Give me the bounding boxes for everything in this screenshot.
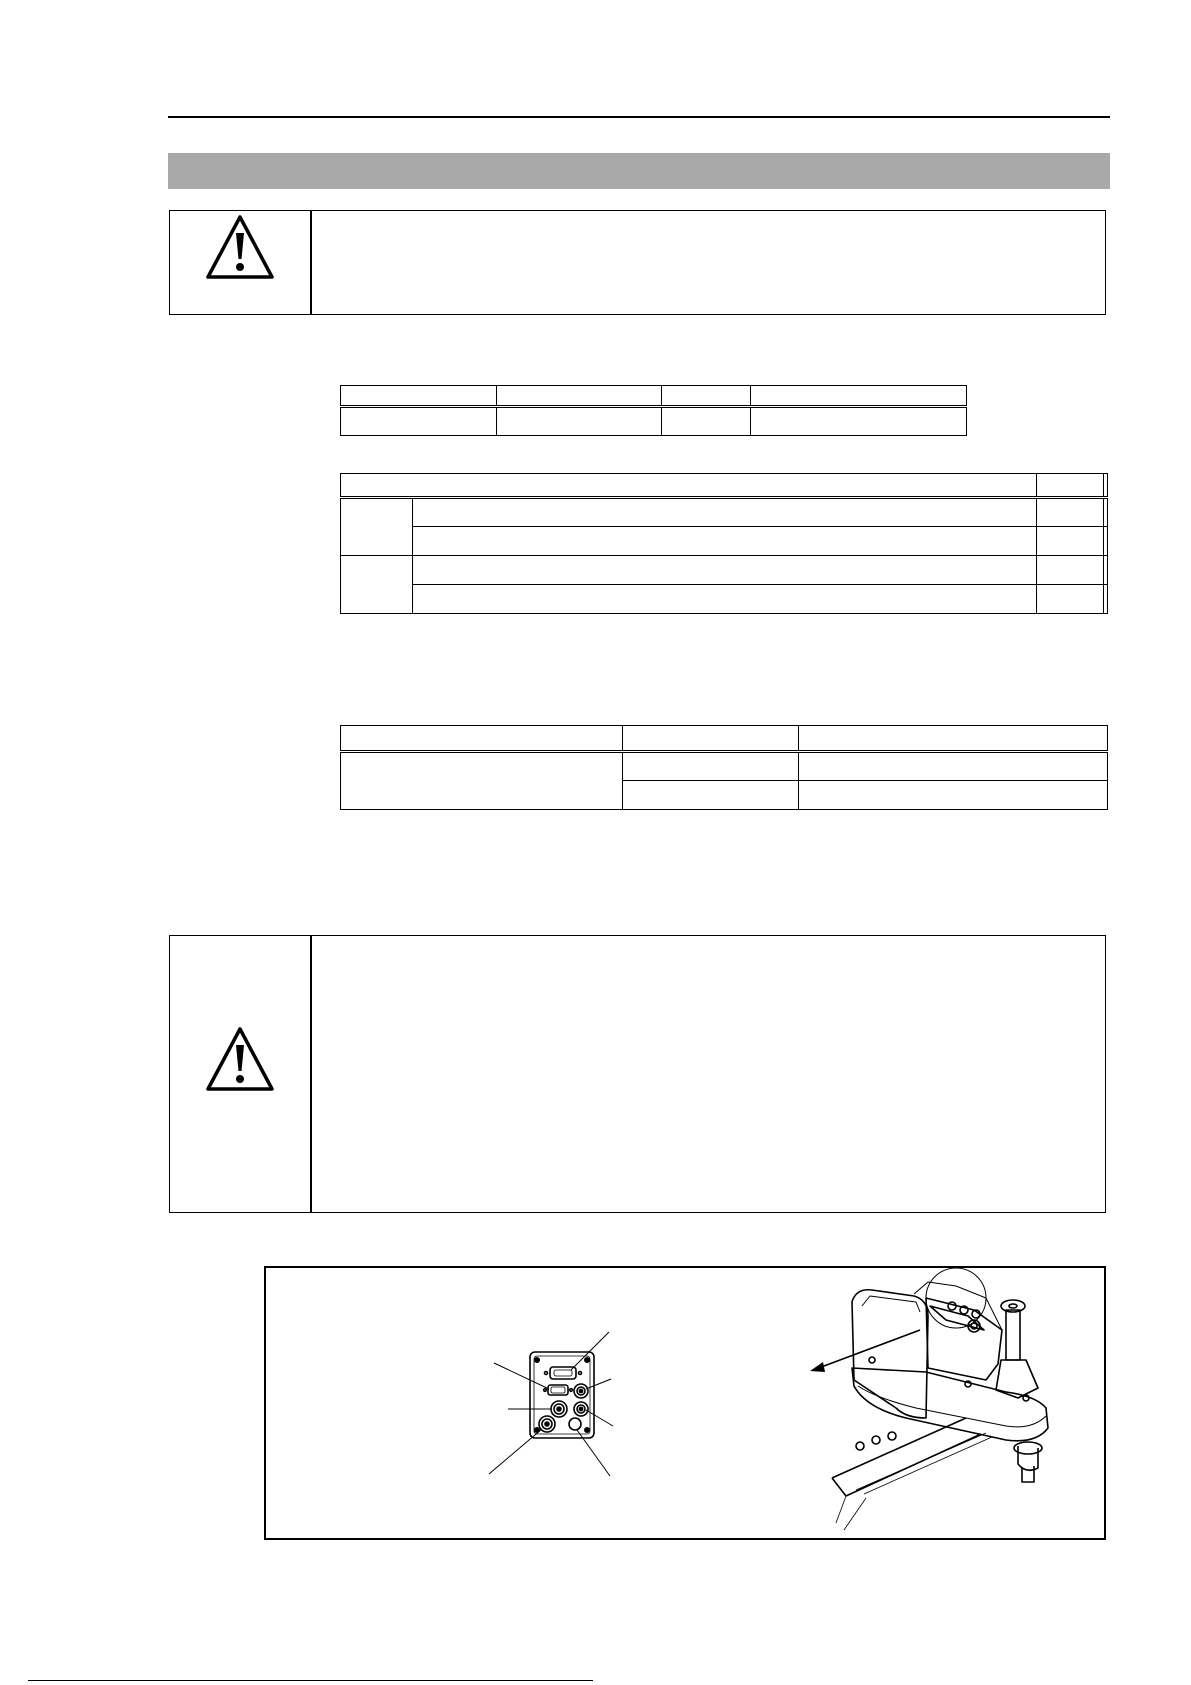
table-row	[341, 752, 1108, 781]
warning-triangle-icon	[170, 213, 310, 281]
table-cell	[341, 556, 413, 614]
warning-box-top	[169, 210, 1106, 315]
table-2	[340, 473, 1108, 614]
table-cell	[341, 752, 623, 810]
table-row	[341, 556, 1108, 585]
warning-text-area	[320, 221, 1095, 304]
arrow-icon	[810, 1330, 920, 1372]
table-cell	[662, 407, 751, 436]
warning-box-divider	[310, 211, 312, 314]
warning-box-divider	[310, 936, 312, 1212]
table-row	[341, 407, 967, 436]
figure-frame	[264, 1266, 1106, 1540]
table-cell	[1104, 556, 1108, 585]
table-cell	[497, 407, 662, 436]
table-cell	[1104, 498, 1108, 527]
table-cell	[1037, 474, 1104, 498]
table-cell	[623, 781, 799, 810]
table-cell	[662, 386, 751, 407]
table-cell	[799, 781, 1108, 810]
table-cell	[751, 386, 967, 407]
table-row	[341, 585, 1108, 614]
table-cell	[413, 556, 1037, 585]
table-row	[341, 726, 1108, 752]
table-cell	[1037, 498, 1104, 527]
table-cell	[1104, 474, 1108, 498]
table-cell	[341, 726, 623, 752]
warning-text-area	[320, 946, 1095, 1202]
scara-robot-arm-illustration	[832, 1268, 1048, 1530]
table-row	[341, 527, 1108, 556]
table-cell	[413, 498, 1037, 527]
header-rule	[168, 116, 1110, 118]
table-cell	[413, 585, 1037, 614]
footer-rule	[28, 1680, 593, 1681]
table-3	[340, 725, 1108, 810]
table-cell	[1104, 527, 1108, 556]
connector-plate-diagram	[489, 1332, 613, 1476]
table-row	[341, 474, 1108, 498]
table-row	[341, 498, 1108, 527]
table-cell	[1104, 585, 1108, 614]
table-cell	[341, 474, 1037, 498]
table-cell	[623, 726, 799, 752]
table-cell	[1037, 556, 1104, 585]
table-1	[340, 385, 967, 436]
table-cell	[341, 498, 413, 556]
table-cell	[799, 752, 1108, 781]
table-cell	[341, 386, 497, 407]
warning-triangle-icon	[170, 1025, 310, 1093]
table-cell	[799, 726, 1108, 752]
table-cell	[1037, 527, 1104, 556]
table-row	[341, 386, 967, 407]
warning-box-bottom	[169, 935, 1106, 1213]
section-title-bar	[168, 153, 1110, 189]
table-cell	[413, 527, 1037, 556]
table-cell	[623, 752, 799, 781]
table-cell	[497, 386, 662, 407]
table-cell	[341, 407, 497, 436]
table-cell	[751, 407, 967, 436]
table-cell	[1037, 585, 1104, 614]
